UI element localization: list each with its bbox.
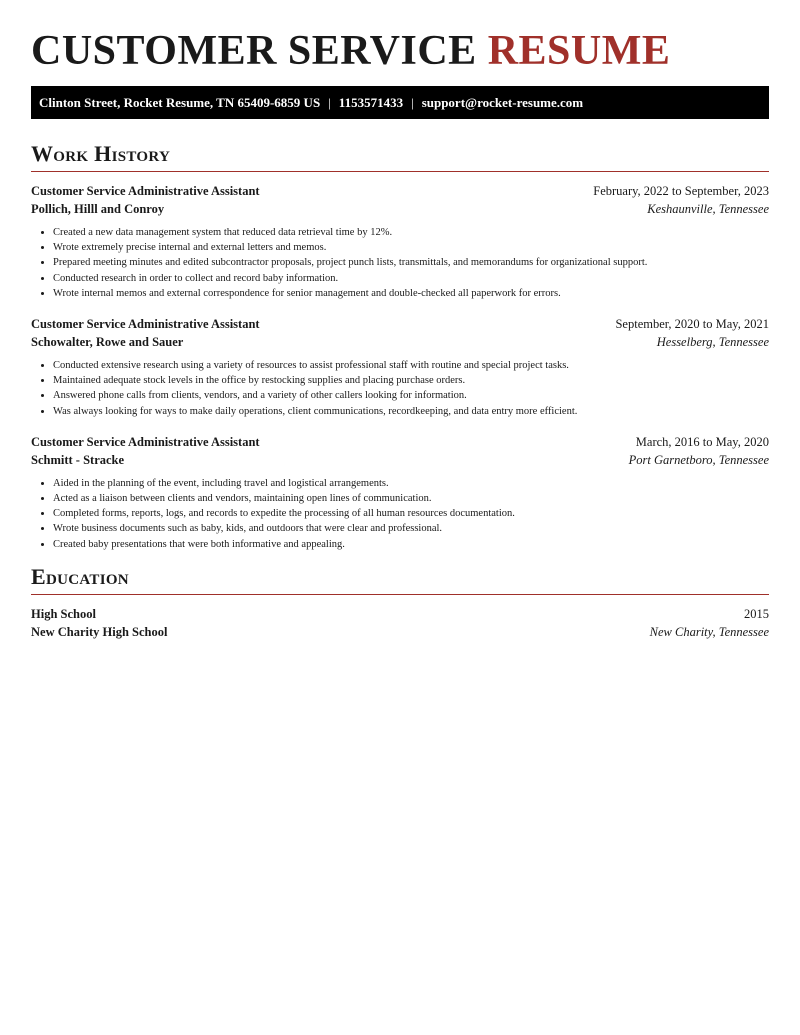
education-heading: Education xyxy=(31,563,129,589)
education-school: New Charity High School xyxy=(31,624,168,639)
job-company-row xyxy=(31,333,769,351)
title-accent: RESUME xyxy=(487,28,671,74)
job-dates: March, 2016 to May, 2020 xyxy=(635,434,769,449)
contact-phone: 1153571433 xyxy=(338,94,404,110)
job-bullet: • Wrote business documents such as baby, kids, and outdoors that were clear and professional. xyxy=(53,521,769,536)
education-location: New Charity, Tennessee xyxy=(649,624,769,639)
job-header-row xyxy=(31,433,769,451)
job-bullets xyxy=(31,476,769,552)
job-title: Customer Service Administrative Assistant xyxy=(31,317,260,332)
job-company: Schmitt - Stracke xyxy=(31,452,125,467)
job-bullet: • Was always looking for ways to make daily operations, client communications, recordkeeping, and data entry more efficient. xyxy=(53,404,769,419)
job-bullet: • Created baby presentations that were both informative and appealing. xyxy=(53,537,769,552)
job-company: Pollich, Hilll and Conroy xyxy=(31,202,165,216)
job-bullet: • Conducted research in order to collect and record baby information. xyxy=(53,271,769,286)
job-bullet: • Prepared meeting minutes and edited subcontractor proposals, project punch lists, transmittals, and memorandums for organizational support. xyxy=(53,255,769,270)
contact-bar xyxy=(31,86,769,119)
title-main: CUSTOMER SERVICE xyxy=(31,28,477,74)
contact-address: Clinton Street, Rocket Resume, TN 65409-6859 US xyxy=(39,94,321,110)
job-bullet: • Wrote internal memos and external correspondence for senior management and double-checked all paperwork for errors. xyxy=(53,286,769,301)
education-degree-row xyxy=(31,605,769,623)
resume-title xyxy=(31,28,769,74)
job-bullet: • Wrote extremely precise internal and external letters and memos. xyxy=(53,240,769,255)
job-header-row xyxy=(31,315,769,333)
job-bullet: • Created a new data management system that reduced data retrieval time by 12%. xyxy=(53,225,769,240)
job-bullet: • Maintained adequate stock levels in the office by restocking supplies and placing purchase orders. xyxy=(53,373,769,388)
job-bullet: • Aided in the planning of the event, including travel and logistical arrangements. xyxy=(53,476,769,491)
job-bullet: • Answered phone calls from clients, vendors, and a variety of other callers looking for information. xyxy=(53,388,769,403)
education-year: 2015 xyxy=(744,606,769,621)
job-entry xyxy=(31,433,769,552)
job-entry xyxy=(31,315,769,419)
job-location: Port Garnetboro, Tennessee xyxy=(628,452,769,467)
job-title: Customer Service Administrative Assistant xyxy=(31,434,260,449)
job-title: Customer Service Administrative Assistant xyxy=(31,184,260,198)
education-school-row xyxy=(31,623,769,641)
education-section xyxy=(31,564,769,641)
job-bullet: • Acted as a liaison between clients and vendors, maintaining open lines of communication. xyxy=(53,491,769,506)
job-dates: February, 2022 to September, 2023 xyxy=(593,184,769,198)
job-bullets xyxy=(31,358,769,419)
job-bullets xyxy=(31,225,769,301)
job-dates: September, 2020 to May, 2021 xyxy=(615,317,769,332)
job-location: Hesselberg, Tennessee xyxy=(656,335,769,350)
job-location: Keshaunville, Tennessee xyxy=(647,202,769,216)
job-entry xyxy=(31,182,769,301)
contact-separator: | xyxy=(328,94,331,110)
education-entry xyxy=(31,605,769,641)
section-divider xyxy=(31,594,769,595)
job-bullet: • Conducted extensive research using a variety of resources to assist professional staff with routine and special project tasks. xyxy=(53,358,769,373)
job-header-row xyxy=(31,182,769,200)
job-company-row xyxy=(31,451,769,469)
work-history-heading: Work History xyxy=(31,141,171,166)
job-bullet: • Completed forms, reports, logs, and records to expedite the processing of all human resources documentation. xyxy=(53,506,769,521)
job-company-row xyxy=(31,200,769,218)
job-company: Schowalter, Rowe and Sauer xyxy=(31,335,184,350)
section-divider xyxy=(31,171,769,172)
work-history-section xyxy=(31,141,769,552)
contact-separator: | xyxy=(411,94,414,110)
contact-email: support@rocket-resume.com xyxy=(421,94,584,110)
education-degree: High School xyxy=(31,606,96,621)
